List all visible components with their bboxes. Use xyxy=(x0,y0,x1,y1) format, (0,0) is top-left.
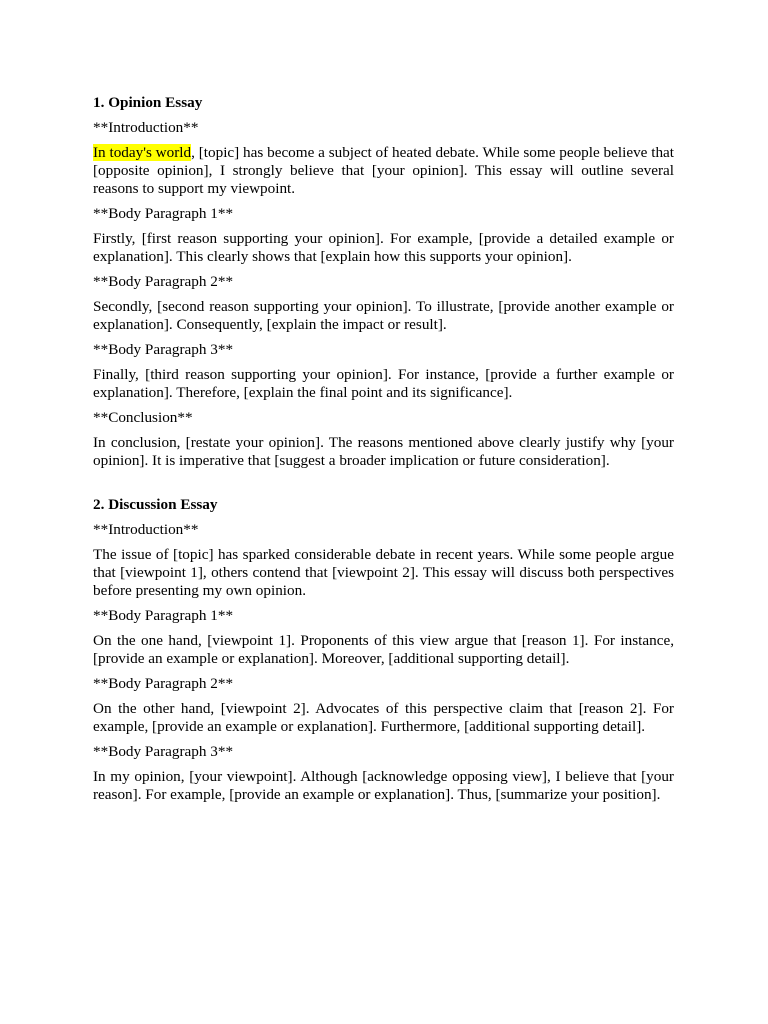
body-paragraph-1-marker: **Body Paragraph 1** xyxy=(93,607,234,624)
body-paragraph-3: Finally, [third reason supporting your opinion]. For instance, [provide a further example or explanation]. Therefore, [explain the final point and its significance]. xyxy=(93,366,674,401)
body-paragraph-3-marker: **Body Paragraph 3** xyxy=(93,743,234,760)
body-paragraph-1: On the one hand, [viewpoint 1]. Proponents of this view argue that [reason 1]. For instance, [provide an example or explanation]. Moreover, [additional supporting detail]. xyxy=(93,632,674,667)
conclusion-marker: **Conclusion** xyxy=(93,409,193,426)
body-paragraph-2: On the other hand, [viewpoint 2]. Advocates of this perspective claim that [reason 2]. For example, [provide an example or explanation]. Furthermore, [additional supporting detail]. xyxy=(93,700,674,735)
body-paragraph-3-marker: **Body Paragraph 3** xyxy=(93,341,234,358)
body-paragraph-2-marker: **Body Paragraph 2** xyxy=(93,273,234,290)
body-paragraph-2-marker: **Body Paragraph 2** xyxy=(93,675,234,692)
introduction-paragraph: The issue of [topic] has sparked considerable debate in recent years. While some people argue that [viewpoint 1], others contend that [viewpoint 2]. This essay will discuss both perspectives before presenting my own opinion. xyxy=(93,546,674,599)
body-paragraph-2: Secondly, [second reason supporting your opinion]. To illustrate, [provide another example or explanation]. Consequently, [explain the impact or result]. xyxy=(93,298,674,333)
body-paragraph-1-marker: **Body Paragraph 1** xyxy=(93,205,234,222)
discussion-essay-section xyxy=(93,496,674,804)
introduction-marker: **Introduction** xyxy=(93,521,199,538)
introduction-text: , [topic] has become a subject of heated debate. While some people believe that [opposite opinion], I strongly believe that [your opinion]. This essay will outline several reasons to support my viewpoint. xyxy=(93,144,674,197)
conclusion-paragraph: In conclusion, [restate your opinion]. The reasons mentioned above clearly justify why [your opinion]. It is imperative that [suggest a broader implication or future consideration]. xyxy=(93,434,674,469)
section-title: 1. Opinion Essay xyxy=(93,94,203,111)
section-title: 2. Discussion Essay xyxy=(93,496,218,513)
introduction-marker: **Introduction** xyxy=(93,119,199,136)
opinion-essay-section xyxy=(93,94,674,470)
introduction-paragraph xyxy=(93,144,674,198)
document-page xyxy=(93,94,674,811)
body-paragraph-3: In my opinion, [your viewpoint]. Although [acknowledge opposing view], I believe that [your reason]. For example, [provide an example or explanation]. Thus, [summarize your position]. xyxy=(93,768,674,803)
highlighted-text: In today's world xyxy=(93,144,192,161)
body-paragraph-1: Firstly, [first reason supporting your opinion]. For example, [provide a detailed example or explanation]. This clearly shows that [explain how this supports your opinion]. xyxy=(93,230,674,265)
